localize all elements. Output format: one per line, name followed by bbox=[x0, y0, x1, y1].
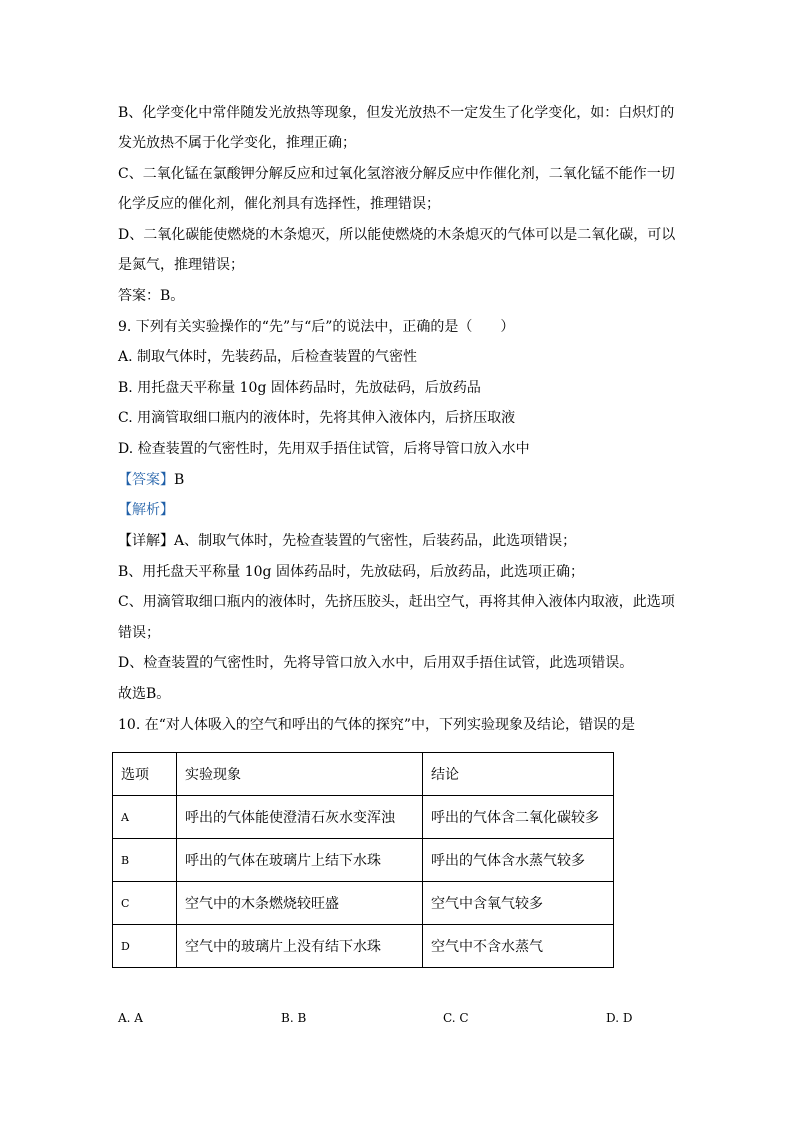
q9-conclusion: 故选B。 bbox=[118, 686, 171, 702]
table-row bbox=[113, 882, 614, 925]
prev-analysis-b-line2: 发光放热不属于化学变化，推理正确； bbox=[118, 135, 356, 151]
table-row bbox=[113, 839, 614, 882]
answer-value: B bbox=[174, 472, 185, 488]
prev-answer: 答案：B。 bbox=[118, 288, 185, 304]
q10-choice-b: B. B bbox=[281, 1011, 307, 1025]
prev-analysis-c-line1: C、二氧化锰在氯酸钾分解反应和过氧化氢溶液分解反应中作催化剂，二氧化锰不能作一切 bbox=[118, 166, 675, 182]
table-cell-option: A bbox=[113, 796, 177, 839]
q9-option-c: C. 用滴管取细口瓶内的液体时，先将其伸入液体内，后挤压取液 bbox=[118, 410, 516, 426]
q9-detail-a bbox=[118, 532, 576, 550]
q9-option-d: D. 检查装置的气密性时，先用双手捂住试管，后将导管口放入水中 bbox=[118, 441, 530, 457]
analysis-tag: 【解析】 bbox=[118, 502, 174, 518]
q10-table bbox=[112, 752, 614, 968]
q10-choice-c: C. C bbox=[443, 1011, 469, 1025]
q9-answer bbox=[118, 471, 184, 489]
table-cell-phenomenon: 空气中的玻璃片上没有结下水珠 bbox=[177, 925, 423, 968]
table-cell-phenomenon: 呼出的气体在玻璃片上结下水珠 bbox=[177, 839, 423, 882]
q10-choice-a: A. A bbox=[118, 1011, 143, 1025]
table-row bbox=[113, 925, 614, 968]
table-cell-phenomenon: 呼出的气体能使澄清石灰水变浑浊 bbox=[177, 796, 423, 839]
table-cell-phenomenon: 空气中的木条燃烧较旺盛 bbox=[177, 882, 423, 925]
table-cell-option: B bbox=[113, 839, 177, 882]
q10-stem: 10. 在“对人体吸入的空气和呼出的气体的探究”中，下列实验现象及结论，错误的是 bbox=[118, 717, 636, 733]
q9-detail-d: D、检查装置的气密性时，先将导管口放入水中，后用双手捂住试管，此选项错误。 bbox=[118, 655, 634, 671]
table-cell-conclusion: 呼出的气体含二氧化碳较多 bbox=[423, 796, 614, 839]
table-row bbox=[113, 796, 614, 839]
q9-detail-c-line2: 错误； bbox=[118, 625, 160, 641]
q9-detail-b: B、用托盘天平称量 10g 固体药品时，先放砝码，后放药品，此选项正确； bbox=[118, 564, 584, 580]
prev-analysis-d-line1: D、二氧化碳能使燃烧的木条熄灭，所以能使燃烧的木条熄灭的气体可以是二氧化碳，可以 bbox=[118, 227, 676, 243]
table-cell-conclusion: 空气中不含水蒸气 bbox=[423, 925, 614, 968]
detail-tag: 【详解】 bbox=[118, 533, 174, 549]
table-cell-conclusion: 空气中含氧气较多 bbox=[423, 882, 614, 925]
prev-analysis-d-line2: 是氮气，推理错误； bbox=[118, 257, 244, 273]
table-header-cell: 结论 bbox=[423, 753, 614, 796]
table-cell-option: C bbox=[113, 882, 177, 925]
table-cell-option: D bbox=[113, 925, 177, 968]
prev-analysis-b-line1: B、化学变化中常伴随发光放热等现象，但发光放热不一定发生了化学变化，如：白炽灯的 bbox=[118, 105, 675, 121]
detail-a-text: A、制取气体时，先检查装置的气密性，后装药品，此选项错误； bbox=[174, 533, 577, 549]
q9-detail-c-line1: C、用滴管取细口瓶内的液体时，先挤压胶头，赶出空气，再将其伸入液体内取液，此选项 bbox=[118, 594, 675, 610]
q9-stem: 9. 下列有关实验操作的“先”与“后”的说法中，正确的是（ ） bbox=[118, 319, 515, 335]
q10-choice-d: D. D bbox=[606, 1011, 633, 1025]
table-header-cell: 实验现象 bbox=[177, 753, 423, 796]
table-header-cell: 选项 bbox=[113, 753, 177, 796]
table-header-row bbox=[113, 753, 614, 796]
answer-tag: 【答案】 bbox=[118, 472, 174, 488]
q9-option-b: B. 用托盘天平称量 10g 固体药品时，先放砝码，后放药品 bbox=[118, 380, 481, 396]
table-cell-conclusion: 呼出的气体含水蒸气较多 bbox=[423, 839, 614, 882]
prev-analysis-c-line2: 化学反应的催化剂，催化剂具有选择性，推理错误； bbox=[118, 196, 440, 212]
q9-option-a: A. 制取气体时，先装药品，后检查装置的气密性 bbox=[118, 349, 418, 365]
